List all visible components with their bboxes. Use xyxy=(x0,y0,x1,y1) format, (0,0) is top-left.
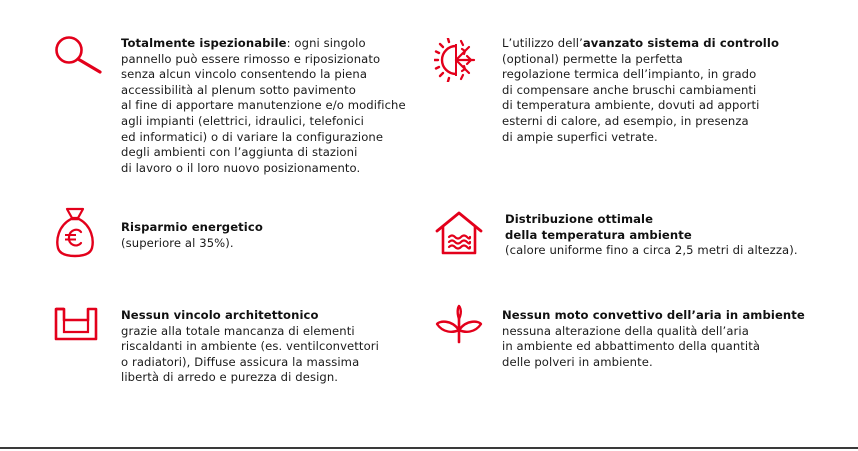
feature-line: pannello può essere rimosso e riposizionato xyxy=(121,51,381,66)
feature-inspection-text: Totalmente ispezionabile: ogni singolo pannello può essere rimosso e riposizionato senza alcun vincolo consentendo la piena accessibilità al plenum sotto pavimento al fine di apportare manutenzione e/o modifiche agli impianti (elettrici, idraulici, telefonici ed informatici) o di variare la configurazione degli ambienti con l’aggiunta di stazioni di lavoro o il loro nuovo posizionamento. xyxy=(121,36,406,175)
feature-line: (superiore al 35%). xyxy=(121,235,234,250)
feature-title: Nessun moto convettivo dell’aria in ambiente xyxy=(502,308,805,322)
feature-line: delle polveri in ambiente. xyxy=(502,354,653,369)
feature-title: avanzato sistema di controllo xyxy=(582,36,780,50)
feature-line: accessibilità al plenum sotto pavimento xyxy=(121,82,356,97)
feature-line: regolazione termica dell’impianto, in grado xyxy=(502,67,757,82)
feature-title: Nessun vincolo architettonico xyxy=(121,308,319,322)
feature-line: grazie alla totale mancanza di elementi xyxy=(121,323,355,338)
feature-line: (calore uniforme fino a circa 2,5 metri di altezza). xyxy=(505,243,798,258)
feature-line: di temperatura ambiente, dovuti ad apporti xyxy=(502,98,760,113)
feature-line: al fine di apportare manutenzione e/o modifiche xyxy=(121,98,406,113)
feature-distribution-text xyxy=(505,212,798,259)
feature-line: (optional) permette la perfetta xyxy=(502,51,683,66)
euro-money-bag-icon xyxy=(54,206,96,258)
feature-title: Distribuzione ottimale xyxy=(505,212,654,226)
feature-line: senza alcun vincolo consentendo la piena xyxy=(121,67,368,82)
feature-line: agli impianti (elettrici, idraulici, telefonici xyxy=(121,113,364,128)
feature-title: Totalmente ispezionabile xyxy=(121,36,287,50)
feature-line: esterni di calore, ad esempio, in presenza xyxy=(502,113,749,128)
feature-title: Risparmio energetico xyxy=(121,220,263,234)
feature-line: in ambiente ed abbattimento della quantità xyxy=(502,339,761,354)
feature-control-text: L’utilizzo dell’avanzato sistema di controllo (optional) permette la perfetta regolazione termica dell’impianto, in grado di compensare anche bruschi cambiamenti di temperatura ambiente, dovuti ad apporti esterni di calore, ad esempio, in presenza di ampie superfici vetrate. xyxy=(502,36,780,144)
feature-line: nessuna alterazione della qualità dell’aria xyxy=(502,323,749,338)
sun-snowflake-icon xyxy=(434,38,482,82)
feature-line: di ampie superfici vetrate. xyxy=(502,129,658,144)
feature-line: libertà di arredo e purezza di design. xyxy=(121,370,339,385)
plant-sprout-icon xyxy=(434,304,484,344)
magnifier-icon xyxy=(52,34,104,76)
feature-line: di lavoro o il loro nuovo posizionamento. xyxy=(121,160,361,175)
house-heat-icon xyxy=(434,210,484,256)
feature-line: degli ambienti con l’aggiunta di stazioni xyxy=(121,145,358,160)
armchair-icon xyxy=(53,302,99,342)
feature-line: riscaldanti in ambiente (es. ventilconvettori xyxy=(121,339,379,354)
feature-energy-text xyxy=(121,220,263,251)
feature-line: o radiatori), Diffuse assicura la massima xyxy=(121,354,360,369)
feature-architecture-text xyxy=(121,308,379,386)
feature-line: ed informatici) o di variare la configurazione xyxy=(121,129,384,144)
bottom-divider xyxy=(0,447,858,449)
feature-convection-text xyxy=(502,308,805,370)
feature-line: di compensare anche bruschi cambiamenti xyxy=(502,82,757,97)
feature-title: della temperatura ambiente xyxy=(505,227,692,242)
